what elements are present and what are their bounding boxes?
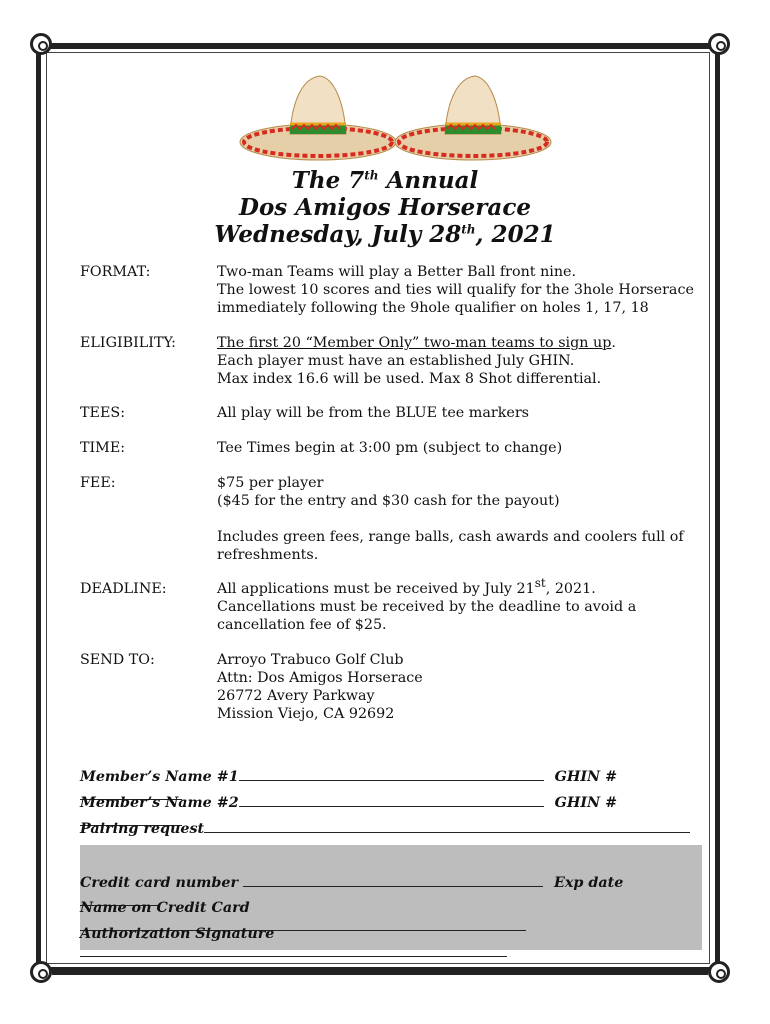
ghin1-label: GHIN #: [554, 769, 618, 785]
deadline-label: DEADLINE:: [80, 581, 167, 597]
format-text: Two-man Teams will play a Better Ball front nine. The lowest 10 scores and ties will qualify for the 3hole Horserace immediately following the 9hole qualifier on holes 1, 17, 18: [217, 264, 694, 316]
member1-label: Member’s Name #1: [80, 769, 239, 785]
send-to-address: Arroyo Trabuco Golf Club Attn: Dos Amigos Horserace 26772 Avery Parkway Mission Viejo, CA 92692: [217, 652, 423, 722]
event-date: Wednesday, July 28th, 2021: [214, 221, 556, 248]
corner-ornament-bottom-right: [708, 961, 730, 983]
corner-ornament-top-right: [708, 33, 730, 55]
time-text: Tee Times begin at 3:00 pm (subject to change): [217, 440, 563, 456]
format-label: FORMAT:: [80, 264, 151, 280]
sombrero-icon: [240, 76, 396, 160]
tees-text: All play will be from the BLUE tee markers: [217, 405, 530, 421]
member1-name-field[interactable]: [239, 767, 544, 781]
event-title-line-2: Dos Amigos Horserace: [239, 194, 531, 221]
corner-ornament-top-left: [30, 33, 52, 55]
time-label: TIME:: [80, 440, 126, 456]
sombrero-illustration: [236, 72, 556, 172]
fee-text: $75 per player ($45 for the entry and $30 cash for the payout) Includes green fees, range balls, cash awards and coolers full of refreshments.: [217, 475, 684, 563]
send-to-label: SEND TO:: [80, 652, 155, 668]
pairing-request-field[interactable]: [204, 819, 690, 833]
pairing-row: [80, 819, 695, 838]
auth-sig-row: [80, 925, 695, 962]
member2-name-field[interactable]: [239, 793, 544, 807]
auth-sig-label: Authorization Signature: [80, 926, 275, 942]
sombrero-icon: [395, 76, 551, 160]
ghin2-label: GHIN #: [554, 795, 618, 811]
exp-date-label: Exp date: [554, 875, 624, 891]
eligibility-text: The first 20 “Member Only” two-man teams to sign up. Each player must have an established July GHIN. Max index 16.6 will be used. Max 8 Shot differential.: [217, 335, 616, 387]
cc-number-field[interactable]: [243, 873, 543, 887]
cc-number-label: Credit card number: [80, 875, 239, 891]
deadline-text: All applications must be received by July 21st, 2021. Cancellations must be received by the deadline to avoid a cancellation fee of $25.: [217, 576, 637, 633]
member2-label: Member’s Name #2: [80, 795, 239, 811]
fee-label: FEE:: [80, 475, 116, 491]
event-title-line-1: The 7th Annual: [291, 167, 479, 194]
tees-label: TEES:: [80, 405, 126, 421]
cc-name-label: Name on Credit Card: [80, 900, 250, 916]
pairing-label: Pairing request: [80, 821, 205, 837]
eligibility-label: ELIGIBILITY:: [80, 335, 176, 351]
authorization-signature-field[interactable]: [80, 943, 507, 957]
corner-ornament-bottom-left: [30, 961, 52, 983]
